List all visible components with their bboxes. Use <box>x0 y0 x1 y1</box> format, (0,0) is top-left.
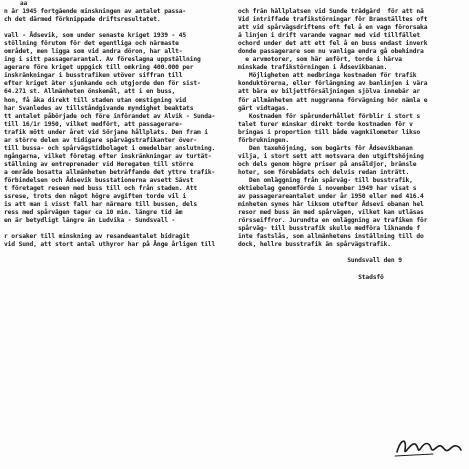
text-line <box>238 266 467 274</box>
text-line: ä linjen i drift varande vagnar med vid tillfället <box>238 32 421 40</box>
text-line: till 16/1r 1950, vilket medfört, att passagerare- <box>4 120 183 128</box>
text-line: talet turer minskar direkt torde kostnaden för v <box>238 120 413 128</box>
text-line: av passagerareantalet under år 1950 eller med 416.4 <box>238 193 424 201</box>
text-line <box>4 24 230 32</box>
text-line: Kostnaden för spårunderhållet förblir i stort s <box>238 112 421 120</box>
text-line: efter kriget äter sjunkande och utgjorde den för sist- <box>4 80 201 88</box>
text-line: att bära ev biljettförsäljningen sjölva innebär ar <box>238 88 421 96</box>
text-line: och från hållplatsen vid Sunde trädgård för att nä <box>238 8 424 15</box>
text-line: ställning av entreprenader vid Heregaten till större <box>4 160 194 168</box>
text-line: bringas i proportion till både vagnkilometer likso <box>238 128 421 136</box>
text-line: förbrukningen. <box>238 136 289 144</box>
text-line: tt antalet påbörjade och före införandet av Alvik - Sunda- <box>4 112 216 120</box>
text-line <box>238 249 467 257</box>
text-line: Sundsvall den 9 <box>238 257 402 265</box>
text-line: och dels genom högre priser på ansåldjor, bränsle <box>238 160 417 168</box>
text-line: n år 1945 fortgående minskningen av antalet passa- <box>4 8 187 15</box>
text-line: Vid intriffade trafikstörningar för Branställtes oft <box>238 16 428 24</box>
text-line: ing i sitt passagerarantal. Av föreslagna uppställning <box>4 56 201 64</box>
text-line: e arvmotorer, som här anfört, torde i härva <box>238 56 402 64</box>
text-line: ssrese, trots den något högre avgiften torde vil i <box>4 193 187 201</box>
text-line: ress med spårvägen tager ca 10 min. längre tid äm <box>4 209 183 217</box>
text-line: ngångarna, vilket företag efter inskränkningar av turtät- <box>4 152 212 160</box>
text-line: ar större delen av tidigare spårvägstrafikanter över- <box>4 136 197 144</box>
text-line: minskade trafikstörningen i Ådsevikbanan. <box>238 64 388 72</box>
text-line: har Svanledes av tillståndgivande myndighet beaktats <box>4 104 194 112</box>
text-line: minheten synes här liksom utefter Ådsevi obanan hel <box>238 201 424 209</box>
text-line: inte fastslås, som allmänhetens inställning till do <box>238 233 424 241</box>
text-line: området, men ligga som vid andra döron, har allt- <box>4 48 183 56</box>
text-line: t företaget reseen med buss till och från staden. Att <box>4 185 197 193</box>
text-line: en är betydligt längre än Ludvika - Sundsvall - <box>4 217 176 225</box>
text-line: konduktörerna, eller förlängning av banlinjen i vära <box>238 80 428 88</box>
page-mark: aa <box>20 0 28 7</box>
right-text-column <box>238 8 467 282</box>
text-line: hoter, som förebådats och delvis redan inträtt. <box>238 168 410 176</box>
text-line: dock, hellre busstrafik än spårvägstrafik. <box>238 241 391 249</box>
text-line: vilja, i stort sett att motsvara den utgiftshöjning <box>238 152 424 160</box>
text-line: till bussa- och spårvägstidbolaget i omedelbar anslutning. <box>4 144 216 152</box>
handwritten-signature <box>393 434 463 460</box>
text-line: gärt vidtagas. <box>238 104 289 112</box>
text-line: för allmänheten att nuggranna förvägning hör nämla e <box>238 96 428 104</box>
text-line: Den omläggning från spårväg- till busstrafik, <box>238 176 413 184</box>
text-line: spårväg- till busstrafik skulle medföra liknande f <box>238 225 421 233</box>
text-line: a område bosatta allmänheten beträffande det yttre trafik- <box>4 168 216 176</box>
text-line: hon, få åka direkt till staden utan omstigning vid <box>4 96 187 104</box>
text-line: trafik mött under året vid Sörjane hållplats. Den fram i <box>4 128 208 136</box>
text-line: donde passagerare som nu vanliga endra gå obehindra <box>238 48 424 56</box>
text-line: Möjligheten att nedbringa kostnaden för trafik <box>238 72 417 80</box>
text-line: inskränkningar i busstrafiken utöver siffran till <box>4 72 183 80</box>
text-line: r orsaker till minskning av resandeantalet bidragit <box>4 233 190 241</box>
left-text-column <box>4 8 230 249</box>
text-line: oktiebolag genomförde i november 1949 har visat s <box>238 185 417 193</box>
text-line: Den taxehöjning, som begärts för Ådsevikbanan <box>238 144 413 152</box>
text-line: Stadsfö <box>238 273 384 281</box>
text-line: att vid spårvägsdriftens oft fel å en vagn förorsaka <box>238 24 428 32</box>
text-line: rörsseiffror. Jurundta en omläggning av trafiken för <box>238 217 428 225</box>
text-line: vid Sund, att stort antal uthyror har på Ånge årligen till <box>4 241 216 249</box>
text-line: ochord under det att ett fel å en buss endast inverk <box>238 40 428 48</box>
text-line: is att man i visst fall har närmare till bussen, dels <box>4 201 197 209</box>
text-line: stöllning förutom för det egentliga och närmaste <box>4 40 179 48</box>
text-line: resor med buss än med spårvägen, vilket kan utläsas <box>238 209 424 217</box>
text-line: förbindelsen och Ådsevik busstationerna avsett Sävst <box>4 176 194 184</box>
text-line: vall - Ådsevik, som under senaste kriget 1939 - 45 <box>4 32 187 40</box>
text-line: 64.271 st. Allmänheten önskemål, att i en buss, <box>4 88 176 96</box>
text-line: agerare före kriget uppgick till omkring 400.000 per <box>4 64 194 72</box>
text-line: ch det därmed förknippade driftsresultatet. <box>4 16 161 24</box>
